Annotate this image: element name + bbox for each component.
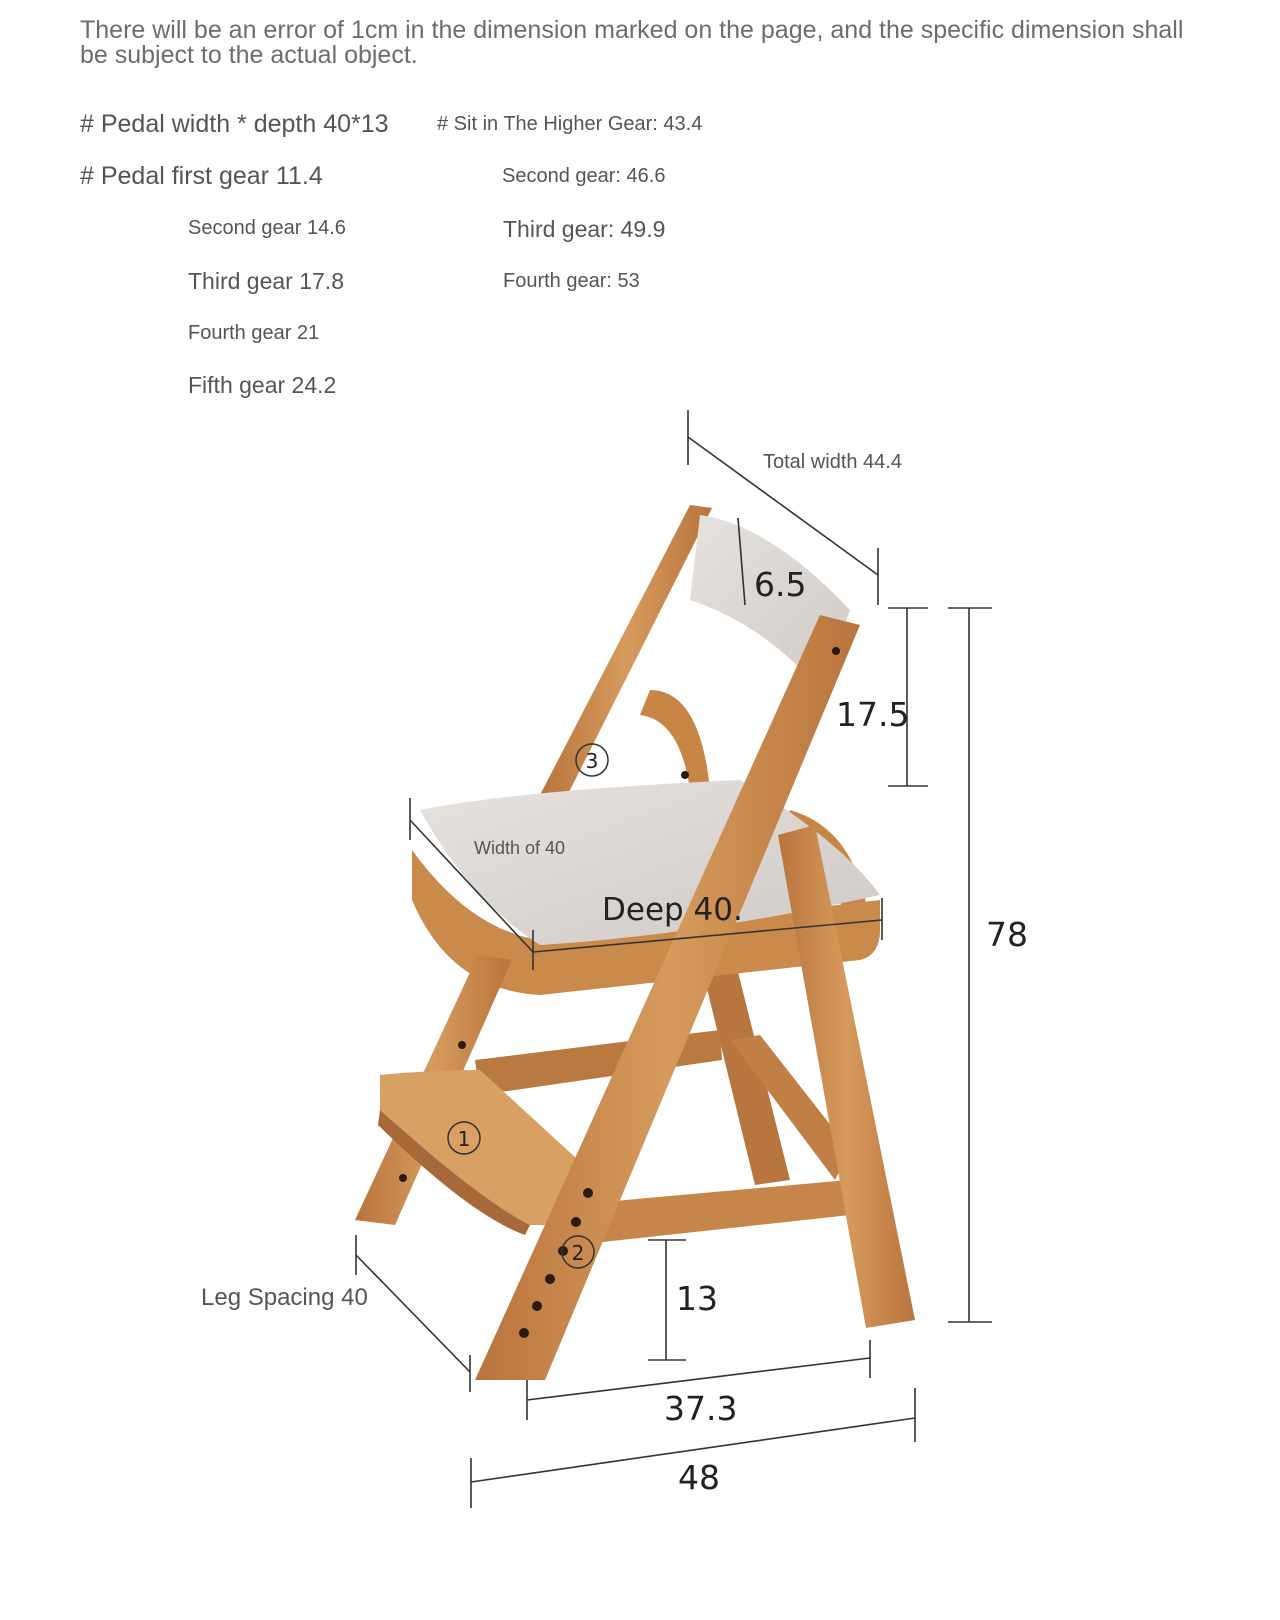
pedal-fifth-gear-spec: Fifth gear 24.2 — [188, 372, 337, 398]
pedal-size-spec: # Pedal width * depth 40*13 — [80, 110, 389, 138]
svg-text:3: 3 — [585, 749, 599, 773]
front-right-leg — [475, 615, 860, 1380]
top-depth-label: 37.3 — [664, 1389, 738, 1428]
pedal-height-label: 13 — [676, 1279, 718, 1318]
pedal-fourth-gear-spec: Fourth gear 21 — [188, 322, 320, 344]
seat-depth-label: Deep 40. — [602, 892, 743, 928]
disclaimer-note: There will be an error of 1cm in the dimension marked on the page, and the specific dimension shall be subject to the actual object. — [80, 16, 1184, 69]
total-width-label: Total width 44.4 — [763, 451, 902, 473]
pedal-third-gear-spec: Third gear 17.8 — [188, 268, 344, 294]
seat-higher-gear-spec: # Sit in The Higher Gear: 43.4 — [437, 113, 703, 135]
back-gap-label: 17.5 — [836, 695, 910, 734]
svg-text:2: 2 — [571, 1241, 585, 1265]
base-depth-label: 48 — [678, 1458, 720, 1497]
total-height-label: 78 — [986, 915, 1028, 954]
seat-second-gear-spec: Second gear: 46.6 — [502, 165, 666, 187]
seat-fourth-gear-spec: Fourth gear: 53 — [503, 270, 640, 292]
seat-third-gear-spec: Third gear: 49.9 — [503, 216, 666, 242]
pedal-first-gear-spec: # Pedal first gear 11.4 — [80, 162, 323, 190]
back-arch-left — [640, 690, 710, 790]
leg-spacing-label: Leg Spacing 40 — [201, 1284, 368, 1311]
pedal-second-gear-spec: Second gear 14.6 — [188, 217, 346, 239]
svg-text:1: 1 — [457, 1127, 471, 1151]
backrest-height-label: 6.5 — [754, 565, 807, 604]
seat-width-label: Width of 40 — [474, 838, 566, 858]
